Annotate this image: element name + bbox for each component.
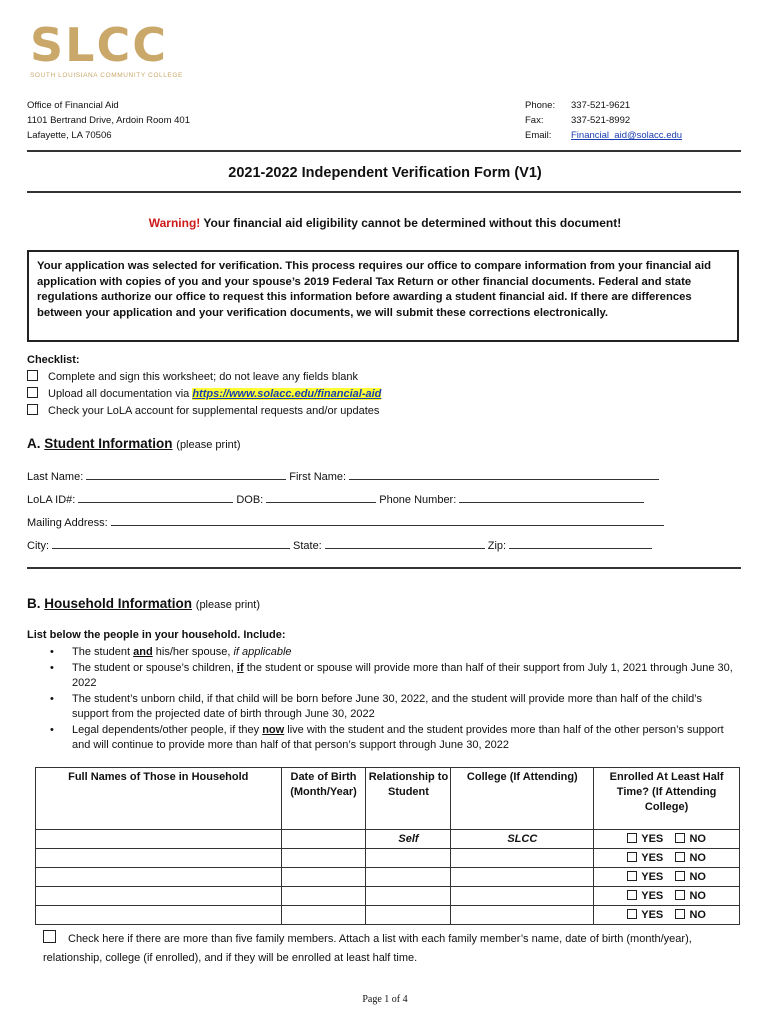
list-item: • The student or spouse’s children, if the student or spouse will provide more than half of their support from July 1, 2021 through June 30, 2022 (50, 661, 733, 689)
checklist (27, 352, 381, 420)
column-header: College (If Attending) (451, 768, 594, 830)
section-note: (please print) (176, 439, 241, 451)
name-cell[interactable] (36, 906, 282, 925)
college-cell[interactable] (451, 868, 594, 887)
last-name-label: Last Name: (27, 471, 84, 483)
checklist-item (27, 403, 381, 420)
contact-info (525, 98, 682, 143)
address-line: Lafayette, LA 70506 (27, 130, 112, 141)
relationship-cell[interactable] (366, 849, 451, 868)
zip-label: Zip: (487, 540, 507, 552)
section-b-title (27, 596, 260, 611)
phone-value: 337-521-9621 (571, 100, 631, 111)
no-checkbox[interactable] (675, 852, 685, 862)
verification-notice: Your application was selected for verification. This process requires our office to compare information from your financial aid application with copies of you and your spouse’s 2019 Federal Tax Return or other financial documents. Federal and state regulations authorize our office to request this information before awarding a student financial aid. If there are differences between your application and your verification documents, we will submit these corrections electronically. (27, 250, 739, 342)
college-cell: SLCC (451, 830, 594, 849)
yes-checkbox[interactable] (627, 871, 637, 881)
section-heading: Student Information (44, 436, 173, 451)
section-heading: Household Information (44, 596, 193, 611)
table-row (36, 830, 740, 849)
relationship-cell[interactable] (366, 868, 451, 887)
table-row (36, 849, 740, 868)
table-row (36, 868, 740, 887)
enrolled-cell: YES NO (594, 906, 740, 925)
checkbox[interactable] (27, 387, 38, 398)
state-label: State: (293, 540, 322, 552)
form-title: 2021-2022 Independent Verification Form (V1) (228, 165, 542, 181)
enrolled-cell: YES NO (594, 830, 740, 849)
relationship-cell[interactable] (366, 906, 451, 925)
warning-text: Your financial aid eligibility cannot be determined without this document! (200, 216, 622, 230)
no-checkbox[interactable] (675, 909, 685, 919)
section-letter: A. (27, 436, 41, 451)
list-item: • Legal dependents/other people, if they now live with the student and the student provides more than half of the other person’s support and will continue to provide more than half of that person’s support through June 30, 2022 (50, 723, 724, 751)
household-table (35, 767, 740, 925)
checkbox[interactable] (27, 370, 38, 381)
dob-label: DOB: (236, 494, 264, 506)
enrolled-cell: YES NO (594, 887, 740, 906)
checkbox[interactable] (27, 404, 38, 415)
first-name-label: First Name: (289, 471, 347, 483)
household-list-head: List below the people in your household. Include: (27, 629, 286, 641)
name-cell[interactable] (36, 887, 282, 906)
dob-cell[interactable] (281, 849, 366, 868)
more-members-checkbox[interactable] (43, 930, 56, 943)
slcc-logo (30, 18, 183, 79)
logo-subtitle: SOUTH LOUISIANA COMMUNITY COLLEGE (30, 72, 183, 79)
column-header: Date of Birth (Month/Year) (281, 768, 366, 830)
mailing-address-field[interactable] (111, 515, 664, 526)
phone-number-field[interactable] (459, 492, 644, 503)
household-rules (50, 645, 740, 754)
first-name-field[interactable] (349, 469, 659, 480)
dob-cell[interactable] (281, 868, 366, 887)
checklist-title: Checklist: (27, 354, 80, 366)
yes-checkbox[interactable] (627, 833, 637, 843)
table-row (36, 887, 740, 906)
divider (27, 191, 741, 193)
more-members-text: Check here if there are more than five family members. Attach a list with each family member’s name, date of birth (month/year), relationship, college (if enrolled), and if they will be enrolled at least half time. (43, 933, 692, 964)
no-checkbox[interactable] (675, 890, 685, 900)
yes-checkbox[interactable] (627, 909, 637, 919)
name-cell[interactable] (36, 830, 282, 849)
list-item: • The student’s unborn child, if that child will be born before June 30, 2022, and the student will provide more than half of the child’s support from the projected date of birth through June 30, 2022 (50, 692, 703, 720)
column-header: Full Names of Those in Household (36, 768, 282, 830)
college-cell[interactable] (451, 887, 594, 906)
fax-label: Fax: (525, 115, 544, 126)
dob-cell[interactable] (281, 906, 366, 925)
no-checkbox[interactable] (675, 833, 685, 843)
logo-wordmark: SLCC (30, 18, 168, 72)
page-number: Page 1 of 4 (362, 994, 408, 1005)
table-row (36, 906, 740, 925)
college-cell[interactable] (451, 849, 594, 868)
name-row (27, 469, 662, 483)
mailing-row (27, 515, 667, 529)
financial-aid-link[interactable]: https://www.solacc.edu/financial-aid (192, 388, 382, 400)
lola-id-label: LoLA ID#: (27, 494, 76, 506)
relationship-cell: Self (366, 830, 451, 849)
last-name-field[interactable] (86, 469, 286, 480)
email-link[interactable]: Financial_aid@solacc.edu (571, 130, 683, 141)
warning-line (0, 216, 770, 230)
name-cell[interactable] (36, 849, 282, 868)
column-header: Enrolled At Least Half Time? (If Attending College) (594, 768, 740, 830)
checklist-item (27, 386, 381, 403)
address-line: 1101 Bertrand Drive, Ardoin Room 401 (27, 115, 190, 126)
city-label: City: (27, 540, 49, 552)
phone-label: Phone: (525, 100, 556, 111)
enrolled-cell: YES NO (594, 868, 740, 887)
more-members-note (43, 930, 743, 968)
no-checkbox[interactable] (675, 871, 685, 881)
fax-value: 337-521-8992 (571, 115, 631, 126)
city-row (27, 538, 655, 552)
yes-checkbox[interactable] (627, 852, 637, 862)
dob-cell[interactable] (281, 830, 366, 849)
zip-field[interactable] (509, 538, 652, 549)
office-address (27, 98, 190, 143)
name-cell[interactable] (36, 868, 282, 887)
checklist-item-label: Check your LoLA account for supplemental requests and/or updates (48, 405, 380, 417)
section-letter: B. (27, 596, 41, 611)
email-label: Email: (525, 130, 552, 141)
lola-id-field[interactable] (78, 492, 233, 503)
warning-prefix: Warning! (148, 216, 201, 230)
enrolled-cell: YES NO (594, 849, 740, 868)
dob-cell[interactable] (281, 887, 366, 906)
column-header: Relationship to Student (366, 768, 451, 830)
divider (27, 567, 741, 569)
dob-field[interactable] (266, 492, 376, 503)
section-a-title (27, 436, 240, 451)
mailing-address-label: Mailing Address: (27, 517, 108, 529)
state-field[interactable] (325, 538, 485, 549)
phone-number-label: Phone Number: (379, 494, 457, 506)
checklist-item-label: Upload all documentation via (48, 388, 193, 400)
address-line: Office of Financial Aid (27, 100, 119, 111)
checklist-item (27, 369, 381, 386)
checklist-item-label: Complete and sign this worksheet; do not leave any fields blank (48, 371, 359, 383)
section-note: (please print) (195, 599, 260, 611)
yes-checkbox[interactable] (627, 890, 637, 900)
id-row (27, 492, 647, 506)
list-item: • The student and his/her spouse, if applicable (50, 646, 292, 658)
relationship-cell[interactable] (366, 887, 451, 906)
college-cell[interactable] (451, 906, 594, 925)
city-field[interactable] (52, 538, 290, 549)
divider (27, 150, 741, 152)
